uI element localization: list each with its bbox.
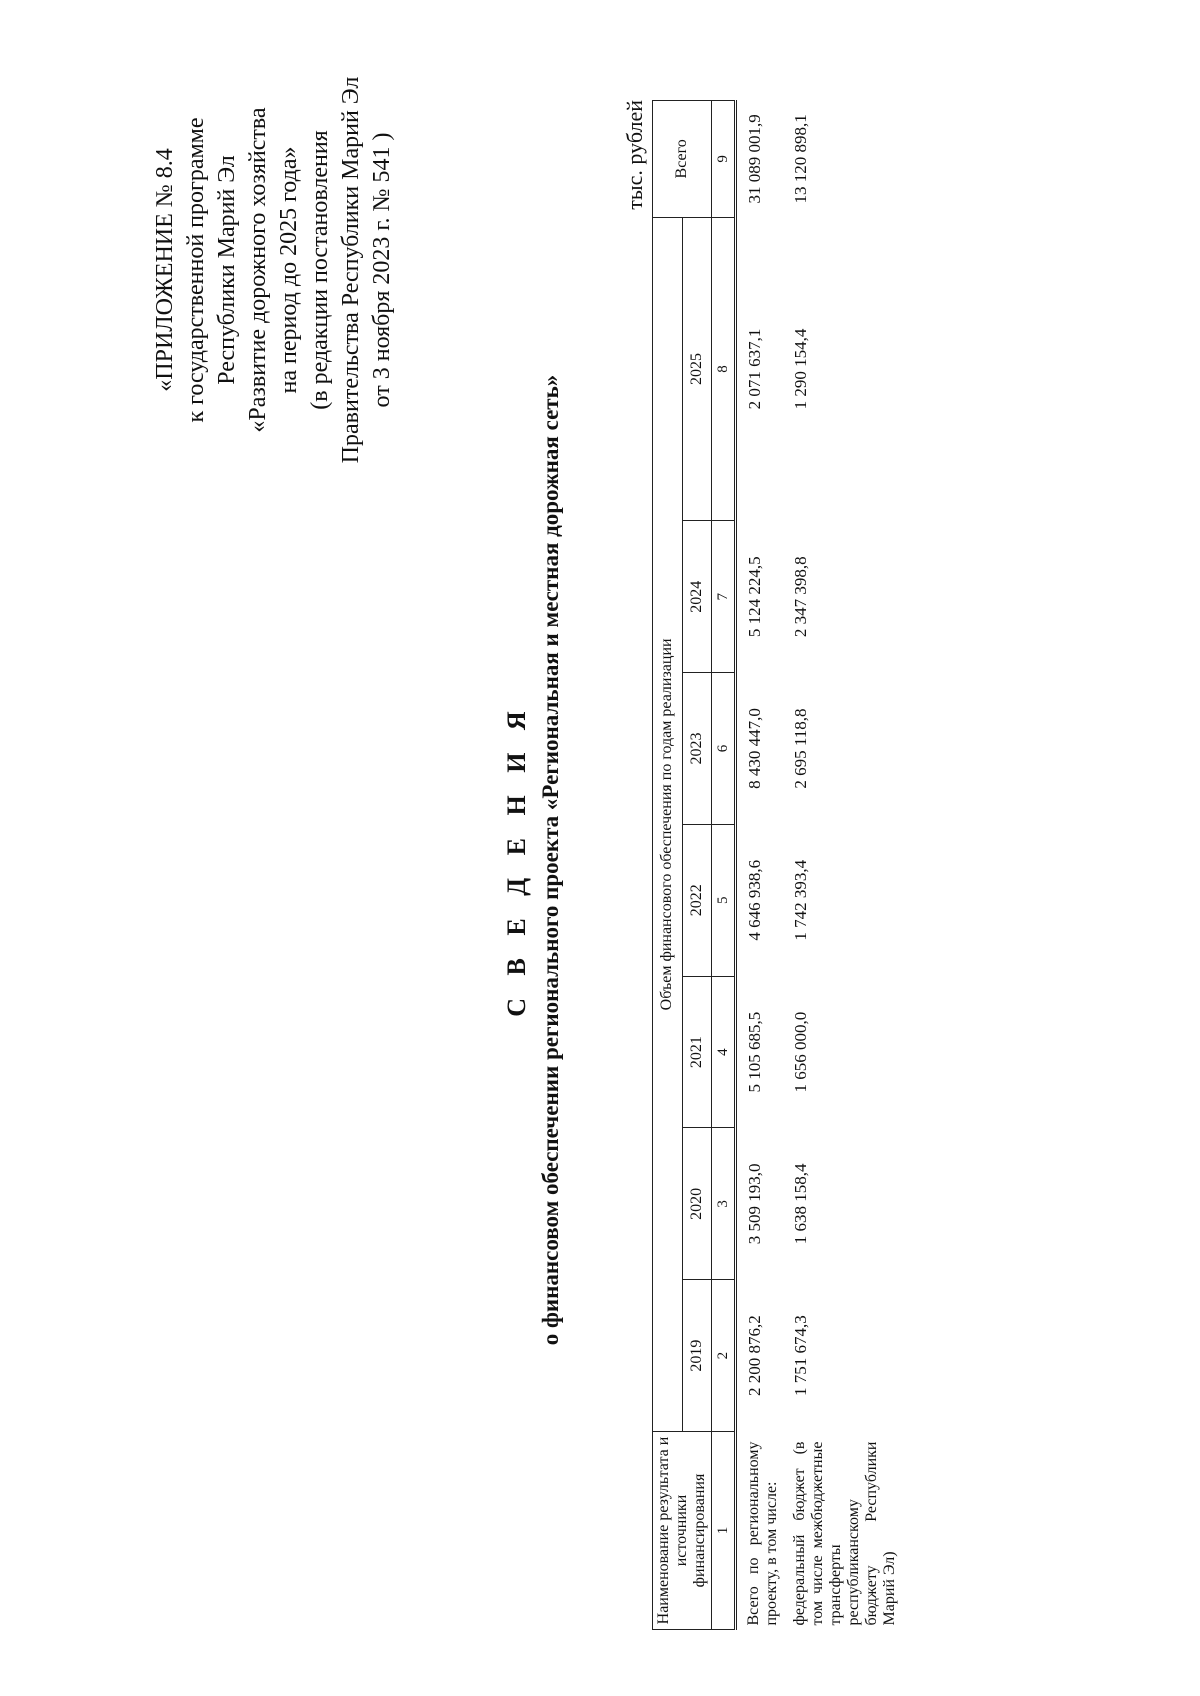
financing-table: [652, 100, 901, 1630]
value-cell: 4 646 938,6: [736, 824, 784, 976]
units-label: тыс. рублей: [622, 100, 647, 210]
table-row: [783, 101, 901, 1630]
column-number: 1: [712, 1432, 736, 1630]
document-title: С В Е Д Е Н И Я: [502, 703, 531, 1017]
appendix-line: на период до 2025 года»: [276, 146, 302, 394]
column-number: 3: [712, 1128, 736, 1280]
appendix-line: Республики Марий Эл: [214, 155, 240, 385]
column-number: 6: [712, 673, 736, 825]
row-label: Всего по региональному проекту, в том числе:: [736, 1432, 784, 1630]
value-cell: 5 105 685,5: [736, 976, 784, 1128]
value-cell: 1 742 393,4: [791, 859, 810, 941]
appendix-line: «Развитие дорожного хозяйства: [245, 107, 271, 433]
year-header: 2021: [682, 976, 712, 1128]
column-number: 5: [712, 824, 736, 976]
value-cell: 13 120 898,1: [791, 114, 810, 204]
table-row: [736, 101, 784, 1630]
year-header: 2024: [682, 521, 712, 673]
column-number: 4: [712, 976, 736, 1128]
value-cell: 5 124 224,5: [736, 521, 784, 673]
year-header: 2025: [682, 217, 712, 521]
document-subtitle: о финансовом обеспечении регионального проекта «Региональная и местная дорожная сеть»: [538, 374, 563, 1346]
value-cell: 1 638 158,4: [791, 1163, 810, 1245]
appendix-line: от 3 ноября 2023 г. № 541 ): [369, 132, 395, 408]
year-header: 2019: [682, 1280, 712, 1432]
name-column-header: Наименование результата и источники финансирования: [653, 1432, 712, 1630]
value-cell: 1 656 000,0: [791, 1011, 810, 1093]
year-header: 2022: [682, 824, 712, 976]
row-label: федеральный бюджет (в том числе межбюджетные трансферты республиканскому бюджету Республики Марий Эл): [791, 1441, 898, 1626]
value-cell: 1 751 674,3: [791, 1315, 810, 1396]
column-number: 7: [712, 521, 736, 673]
year-header: 2023: [682, 673, 712, 825]
appendix-line: к государственной программе: [183, 117, 209, 423]
value-cell: 31 089 001,9: [736, 101, 784, 218]
appendix-line: «ПРИЛОЖЕНИЕ № 8.4: [152, 148, 178, 392]
column-number: 9: [712, 101, 736, 218]
value-cell: 3 509 193,0: [736, 1128, 784, 1280]
value-cell: 2 347 398,8: [791, 556, 810, 638]
appendix-note: [150, 70, 398, 470]
value-cell: 2 200 876,2: [736, 1280, 784, 1432]
document-page: [0, 60, 1100, 1660]
column-number: 2: [712, 1280, 736, 1432]
year-header: 2020: [682, 1128, 712, 1280]
group-header: Объем финансового обеспечения по годам реализации: [653, 217, 683, 1431]
value-cell: 8 430 447,0: [736, 673, 784, 825]
column-number: 8: [712, 217, 736, 521]
total-column-header: Всего: [653, 101, 712, 218]
value-cell: 2 071 637,1: [736, 217, 784, 521]
value-cell: 2 695 118,8: [791, 708, 810, 789]
appendix-line: (в редакции постановления: [307, 130, 333, 410]
value-cell: 1 290 154,4: [791, 328, 810, 410]
appendix-line: Правительства Республики Марий Эл: [338, 76, 364, 464]
